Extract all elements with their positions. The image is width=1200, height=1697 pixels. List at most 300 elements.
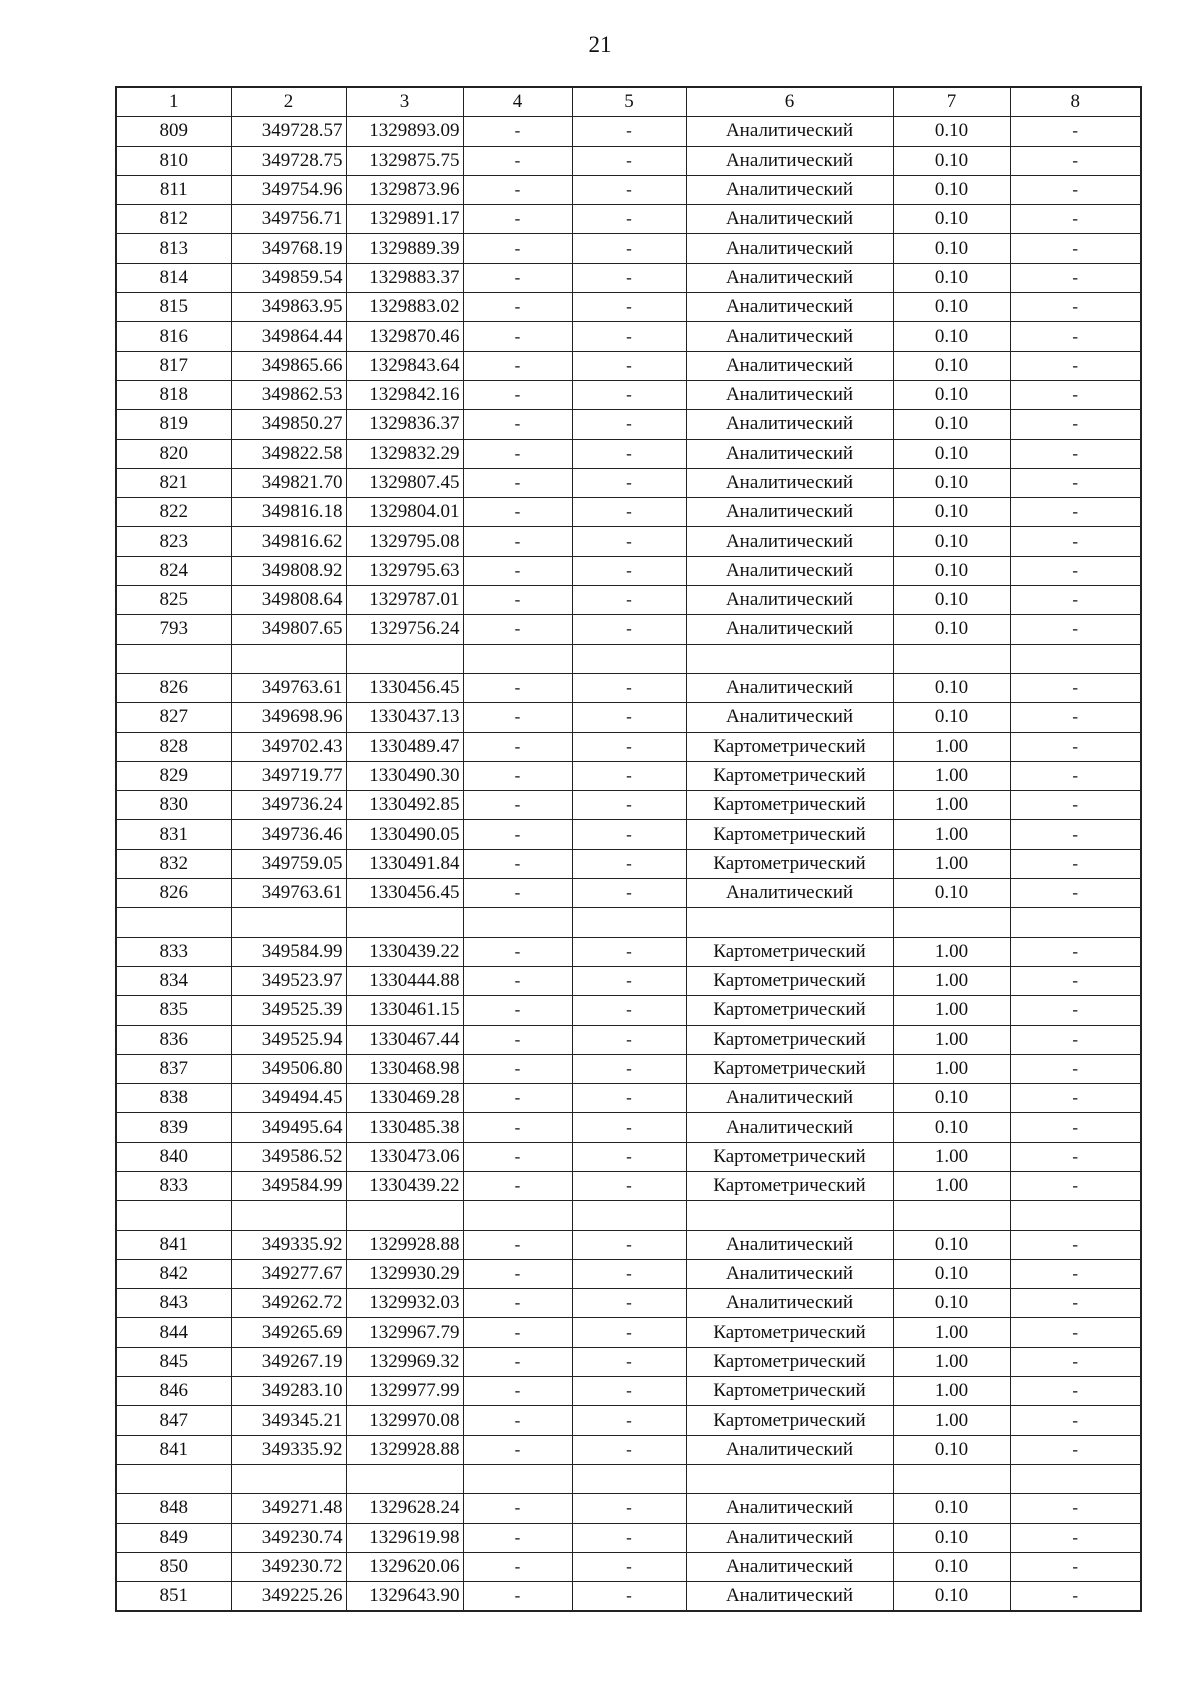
y-coordinate-cell: 1329795.08 [346, 527, 463, 556]
point-number-cell: 850 [116, 1552, 231, 1581]
column-8-cell: - [1010, 1259, 1141, 1288]
accuracy-cell: 0.10 [893, 1084, 1010, 1113]
column-5-cell: - [572, 966, 686, 995]
column-4-cell: - [463, 996, 572, 1025]
accuracy-cell: 0.10 [893, 498, 1010, 527]
column-8-cell: - [1010, 1347, 1141, 1376]
point-number-cell: 845 [116, 1347, 231, 1376]
y-coordinate-cell: 1330439.22 [346, 937, 463, 966]
method-cell: Картометрический [686, 996, 893, 1025]
accuracy-cell: 0.10 [893, 234, 1010, 263]
method-cell: Аналитический [686, 703, 893, 732]
column-5-cell: - [572, 234, 686, 263]
column-5-cell: - [572, 1142, 686, 1171]
column-5-cell: - [572, 586, 686, 615]
table-row [116, 732, 1141, 761]
y-coordinate-cell: 1329836.37 [346, 410, 463, 439]
y-coordinate-cell [346, 644, 463, 673]
column-5-cell: - [572, 1289, 686, 1318]
accuracy-cell: 1.00 [893, 937, 1010, 966]
method-cell: Аналитический [686, 1230, 893, 1259]
y-coordinate-cell: 1330489.47 [346, 732, 463, 761]
method-cell [686, 908, 893, 937]
column-4-cell: - [463, 117, 572, 146]
accuracy-cell: 1.00 [893, 1318, 1010, 1347]
x-coordinate-cell: 349225.26 [231, 1582, 346, 1612]
accuracy-cell: 0.10 [893, 117, 1010, 146]
x-coordinate-cell [231, 644, 346, 673]
y-coordinate-cell: 1329883.02 [346, 293, 463, 322]
x-coordinate-cell: 349506.80 [231, 1054, 346, 1083]
column-4-cell: - [463, 849, 572, 878]
y-coordinate-cell: 1330461.15 [346, 996, 463, 1025]
method-cell: Аналитический [686, 1582, 893, 1612]
x-coordinate-cell: 349586.52 [231, 1142, 346, 1171]
point-number-cell: 841 [116, 1230, 231, 1259]
accuracy-cell: 1.00 [893, 1347, 1010, 1376]
x-coordinate-cell: 349763.61 [231, 673, 346, 702]
column-8-cell: - [1010, 849, 1141, 878]
accuracy-cell: 0.10 [893, 351, 1010, 380]
x-coordinate-cell: 349865.66 [231, 351, 346, 380]
x-coordinate-cell: 349495.64 [231, 1113, 346, 1142]
accuracy-cell: 1.00 [893, 820, 1010, 849]
x-coordinate-cell: 349736.24 [231, 791, 346, 820]
column-header: 5 [572, 87, 686, 117]
column-4-cell [463, 1464, 572, 1493]
method-cell: Картометрический [686, 849, 893, 878]
point-number-cell: 793 [116, 615, 231, 644]
table-row [116, 703, 1141, 732]
y-coordinate-cell: 1330490.30 [346, 761, 463, 790]
y-coordinate-cell: 1329832.29 [346, 439, 463, 468]
point-number-cell: 837 [116, 1054, 231, 1083]
column-5-cell: - [572, 1259, 686, 1288]
table-row [116, 468, 1141, 497]
column-5-cell: - [572, 527, 686, 556]
y-coordinate-cell [346, 1201, 463, 1230]
column-4-cell [463, 1201, 572, 1230]
column-4-cell: - [463, 556, 572, 585]
table-row [116, 966, 1141, 995]
point-number-cell: 835 [116, 996, 231, 1025]
x-coordinate-cell: 349584.99 [231, 937, 346, 966]
column-8-cell: - [1010, 205, 1141, 234]
point-number-cell: 825 [116, 586, 231, 615]
accuracy-cell: 0.10 [893, 1289, 1010, 1318]
column-4-cell: - [463, 1582, 572, 1612]
separator-row [116, 1464, 1141, 1493]
column-8-cell: - [1010, 1289, 1141, 1318]
x-coordinate-cell: 349808.92 [231, 556, 346, 585]
method-cell: Аналитический [686, 1552, 893, 1581]
x-coordinate-cell: 349525.39 [231, 996, 346, 1025]
method-cell: Аналитический [686, 380, 893, 409]
y-coordinate-cell: 1329643.90 [346, 1582, 463, 1612]
column-5-cell: - [572, 879, 686, 908]
column-8-cell [1010, 908, 1141, 937]
column-8-cell: - [1010, 322, 1141, 351]
method-cell: Аналитический [686, 1084, 893, 1113]
point-number-cell [116, 1201, 231, 1230]
table-row [116, 937, 1141, 966]
point-number-cell: 847 [116, 1406, 231, 1435]
column-8-cell: - [1010, 380, 1141, 409]
column-4-cell: - [463, 1025, 572, 1054]
column-4-cell: - [463, 966, 572, 995]
y-coordinate-cell: 1329804.01 [346, 498, 463, 527]
table-row [116, 1113, 1141, 1142]
point-number-cell: 838 [116, 1084, 231, 1113]
y-coordinate-cell: 1330473.06 [346, 1142, 463, 1171]
point-number-cell: 820 [116, 439, 231, 468]
column-8-cell: - [1010, 1377, 1141, 1406]
column-5-cell: - [572, 673, 686, 702]
column-5-cell [572, 1201, 686, 1230]
column-5-cell: - [572, 1435, 686, 1464]
column-4-cell: - [463, 703, 572, 732]
column-4-cell: - [463, 351, 572, 380]
column-4-cell: - [463, 410, 572, 439]
y-coordinate-cell: 1329977.99 [346, 1377, 463, 1406]
table-row [116, 205, 1141, 234]
accuracy-cell: 0.10 [893, 527, 1010, 556]
table-row [116, 879, 1141, 908]
table-row [116, 1494, 1141, 1523]
point-number-cell: 823 [116, 527, 231, 556]
column-8-cell: - [1010, 1435, 1141, 1464]
point-number-cell: 842 [116, 1259, 231, 1288]
x-coordinate-cell: 349230.74 [231, 1523, 346, 1552]
column-4-cell: - [463, 527, 572, 556]
method-cell: Картометрический [686, 761, 893, 790]
column-header: 3 [346, 87, 463, 117]
column-8-cell: - [1010, 703, 1141, 732]
table-row [116, 761, 1141, 790]
x-coordinate-cell: 349808.64 [231, 586, 346, 615]
method-cell: Аналитический [686, 1259, 893, 1288]
column-5-cell: - [572, 1494, 686, 1523]
accuracy-cell: 0.10 [893, 322, 1010, 351]
x-coordinate-cell: 349728.57 [231, 117, 346, 146]
y-coordinate-cell: 1329967.79 [346, 1318, 463, 1347]
accuracy-cell [893, 1201, 1010, 1230]
y-coordinate-cell: 1329873.96 [346, 175, 463, 204]
table-row [116, 1171, 1141, 1200]
accuracy-cell: 0.10 [893, 175, 1010, 204]
method-cell: Картометрический [686, 1054, 893, 1083]
accuracy-cell: 0.10 [893, 1494, 1010, 1523]
y-coordinate-cell: 1330485.38 [346, 1113, 463, 1142]
x-coordinate-cell: 349494.45 [231, 1084, 346, 1113]
x-coordinate-cell: 349728.75 [231, 146, 346, 175]
point-number-cell: 830 [116, 791, 231, 820]
x-coordinate-cell: 349863.95 [231, 293, 346, 322]
column-5-cell: - [572, 322, 686, 351]
column-5-cell: - [572, 263, 686, 292]
coordinates-table [115, 86, 1142, 1612]
table-row [116, 1318, 1141, 1347]
table-row [116, 351, 1141, 380]
table-row [116, 1435, 1141, 1464]
column-8-cell: - [1010, 996, 1141, 1025]
y-coordinate-cell: 1329928.88 [346, 1230, 463, 1259]
x-coordinate-cell: 349702.43 [231, 732, 346, 761]
table-row [116, 791, 1141, 820]
x-coordinate-cell [231, 1464, 346, 1493]
column-4-cell: - [463, 732, 572, 761]
column-5-cell: - [572, 820, 686, 849]
table-row [116, 439, 1141, 468]
column-8-cell: - [1010, 1318, 1141, 1347]
column-4-cell: - [463, 1523, 572, 1552]
y-coordinate-cell: 1329870.46 [346, 322, 463, 351]
method-cell: Аналитический [686, 468, 893, 497]
column-5-cell: - [572, 1347, 686, 1376]
accuracy-cell: 0.10 [893, 1230, 1010, 1259]
accuracy-cell: 1.00 [893, 996, 1010, 1025]
table-body [116, 117, 1141, 1612]
x-coordinate-cell: 349821.70 [231, 468, 346, 497]
column-8-cell: - [1010, 1142, 1141, 1171]
method-cell: Аналитический [686, 439, 893, 468]
y-coordinate-cell: 1329619.98 [346, 1523, 463, 1552]
y-coordinate-cell: 1329969.32 [346, 1347, 463, 1376]
table-row [116, 498, 1141, 527]
column-5-cell: - [572, 1318, 686, 1347]
y-coordinate-cell: 1329843.64 [346, 351, 463, 380]
method-cell: Аналитический [686, 234, 893, 263]
y-coordinate-cell: 1329930.29 [346, 1259, 463, 1288]
column-8-cell: - [1010, 1552, 1141, 1581]
column-8-cell [1010, 1201, 1141, 1230]
table-row [116, 322, 1141, 351]
point-number-cell: 840 [116, 1142, 231, 1171]
accuracy-cell: 1.00 [893, 966, 1010, 995]
column-4-cell: - [463, 1171, 572, 1200]
column-4-cell: - [463, 1494, 572, 1523]
column-4-cell: - [463, 937, 572, 966]
accuracy-cell: 0.10 [893, 205, 1010, 234]
table-row [116, 996, 1141, 1025]
column-8-cell: - [1010, 1084, 1141, 1113]
table-row [116, 586, 1141, 615]
column-5-cell: - [572, 439, 686, 468]
column-8-cell: - [1010, 1494, 1141, 1523]
table-row [116, 673, 1141, 702]
table-row [116, 556, 1141, 585]
column-5-cell: - [572, 1054, 686, 1083]
method-cell: Аналитический [686, 117, 893, 146]
column-8-cell: - [1010, 351, 1141, 380]
column-8-cell: - [1010, 293, 1141, 322]
column-5-cell: - [572, 1084, 686, 1113]
column-5-cell: - [572, 1025, 686, 1054]
column-8-cell: - [1010, 146, 1141, 175]
point-number-cell: 809 [116, 117, 231, 146]
column-4-cell: - [463, 1084, 572, 1113]
column-5-cell: - [572, 615, 686, 644]
column-5-cell: - [572, 1406, 686, 1435]
method-cell: Аналитический [686, 322, 893, 351]
y-coordinate-cell: 1330439.22 [346, 1171, 463, 1200]
table-row [116, 1054, 1141, 1083]
accuracy-cell: 1.00 [893, 732, 1010, 761]
table-row [116, 117, 1141, 146]
column-5-cell: - [572, 498, 686, 527]
x-coordinate-cell: 349816.18 [231, 498, 346, 527]
column-4-cell: - [463, 234, 572, 263]
x-coordinate-cell: 349335.92 [231, 1435, 346, 1464]
point-number-cell: 813 [116, 234, 231, 263]
point-number-cell: 843 [116, 1289, 231, 1318]
accuracy-cell: 1.00 [893, 791, 1010, 820]
accuracy-cell: 0.10 [893, 410, 1010, 439]
x-coordinate-cell: 349859.54 [231, 263, 346, 292]
column-5-cell: - [572, 937, 686, 966]
point-number-cell: 834 [116, 966, 231, 995]
column-8-cell: - [1010, 439, 1141, 468]
x-coordinate-cell [231, 1201, 346, 1230]
column-5-cell: - [572, 703, 686, 732]
column-4-cell [463, 644, 572, 673]
y-coordinate-cell: 1330468.98 [346, 1054, 463, 1083]
column-4-cell: - [463, 439, 572, 468]
accuracy-cell: 1.00 [893, 1054, 1010, 1083]
point-number-cell: 826 [116, 673, 231, 702]
x-coordinate-cell: 349345.21 [231, 1406, 346, 1435]
column-8-cell: - [1010, 556, 1141, 585]
method-cell: Картометрический [686, 820, 893, 849]
x-coordinate-cell: 349754.96 [231, 175, 346, 204]
accuracy-cell [893, 1464, 1010, 1493]
method-cell: Аналитический [686, 410, 893, 439]
method-cell: Аналитический [686, 586, 893, 615]
method-cell: Аналитический [686, 1289, 893, 1318]
y-coordinate-cell: 1329628.24 [346, 1494, 463, 1523]
column-5-cell: - [572, 146, 686, 175]
method-cell: Аналитический [686, 205, 893, 234]
point-number-cell: 833 [116, 1171, 231, 1200]
column-8-cell: - [1010, 468, 1141, 497]
y-coordinate-cell [346, 1464, 463, 1493]
accuracy-cell: 0.10 [893, 879, 1010, 908]
x-coordinate-cell: 349759.05 [231, 849, 346, 878]
point-number-cell: 831 [116, 820, 231, 849]
accuracy-cell: 1.00 [893, 1171, 1010, 1200]
table-row [116, 1347, 1141, 1376]
x-coordinate-cell: 349807.65 [231, 615, 346, 644]
point-number-cell: 828 [116, 732, 231, 761]
x-coordinate-cell: 349822.58 [231, 439, 346, 468]
column-8-cell: - [1010, 1230, 1141, 1259]
column-header: 6 [686, 87, 893, 117]
column-4-cell: - [463, 791, 572, 820]
separator-row [116, 1201, 1141, 1230]
x-coordinate-cell: 349864.44 [231, 322, 346, 351]
x-coordinate-cell: 349230.72 [231, 1552, 346, 1581]
y-coordinate-cell: 1330456.45 [346, 673, 463, 702]
column-8-cell: - [1010, 175, 1141, 204]
point-number-cell: 832 [116, 849, 231, 878]
column-8-cell: - [1010, 498, 1141, 527]
accuracy-cell: 0.10 [893, 293, 1010, 322]
table-row [116, 293, 1141, 322]
table-row [116, 1406, 1141, 1435]
method-cell: Картометрический [686, 1347, 893, 1376]
point-number-cell: 846 [116, 1377, 231, 1406]
column-8-cell: - [1010, 1113, 1141, 1142]
column-5-cell: - [572, 1230, 686, 1259]
column-5-cell: - [572, 1113, 686, 1142]
column-5-cell: - [572, 380, 686, 409]
column-4-cell: - [463, 673, 572, 702]
point-number-cell: 818 [116, 380, 231, 409]
table-row [116, 1230, 1141, 1259]
column-4-cell: - [463, 586, 572, 615]
column-8-cell: - [1010, 673, 1141, 702]
method-cell: Аналитический [686, 879, 893, 908]
table-row [116, 380, 1141, 409]
column-5-cell: - [572, 996, 686, 1025]
x-coordinate-cell: 349763.61 [231, 879, 346, 908]
method-cell: Аналитический [686, 1523, 893, 1552]
table-row [116, 1289, 1141, 1318]
point-number-cell: 811 [116, 175, 231, 204]
y-coordinate-cell: 1329620.06 [346, 1552, 463, 1581]
y-coordinate-cell: 1330491.84 [346, 849, 463, 878]
method-cell: Аналитический [686, 498, 893, 527]
method-cell [686, 644, 893, 673]
column-4-cell: - [463, 1318, 572, 1347]
method-cell: Картометрический [686, 1142, 893, 1171]
point-number-cell: 839 [116, 1113, 231, 1142]
column-4-cell [463, 908, 572, 937]
x-coordinate-cell: 349768.19 [231, 234, 346, 263]
column-5-cell: - [572, 1582, 686, 1612]
point-number-cell: 833 [116, 937, 231, 966]
column-8-cell: - [1010, 1523, 1141, 1552]
point-number-cell: 829 [116, 761, 231, 790]
column-5-cell: - [572, 205, 686, 234]
column-8-cell: - [1010, 879, 1141, 908]
y-coordinate-cell: 1330490.05 [346, 820, 463, 849]
column-8-cell: - [1010, 586, 1141, 615]
method-cell: Аналитический [686, 673, 893, 702]
point-number-cell: 822 [116, 498, 231, 527]
column-5-cell: - [572, 351, 686, 380]
point-number-cell: 826 [116, 879, 231, 908]
column-8-cell: - [1010, 761, 1141, 790]
column-8-cell: - [1010, 410, 1141, 439]
column-4-cell: - [463, 820, 572, 849]
x-coordinate-cell: 349756.71 [231, 205, 346, 234]
column-5-cell: - [572, 117, 686, 146]
column-5-cell: - [572, 1377, 686, 1406]
method-cell: Аналитический [686, 527, 893, 556]
column-4-cell: - [463, 1259, 572, 1288]
method-cell: Аналитический [686, 263, 893, 292]
accuracy-cell [893, 644, 1010, 673]
column-4-cell: - [463, 468, 572, 497]
y-coordinate-cell: 1329932.03 [346, 1289, 463, 1318]
x-coordinate-cell: 349523.97 [231, 966, 346, 995]
column-5-cell: - [572, 175, 686, 204]
x-coordinate-cell: 349862.53 [231, 380, 346, 409]
method-cell: Аналитический [686, 1494, 893, 1523]
method-cell: Картометрический [686, 937, 893, 966]
y-coordinate-cell: 1329807.45 [346, 468, 463, 497]
